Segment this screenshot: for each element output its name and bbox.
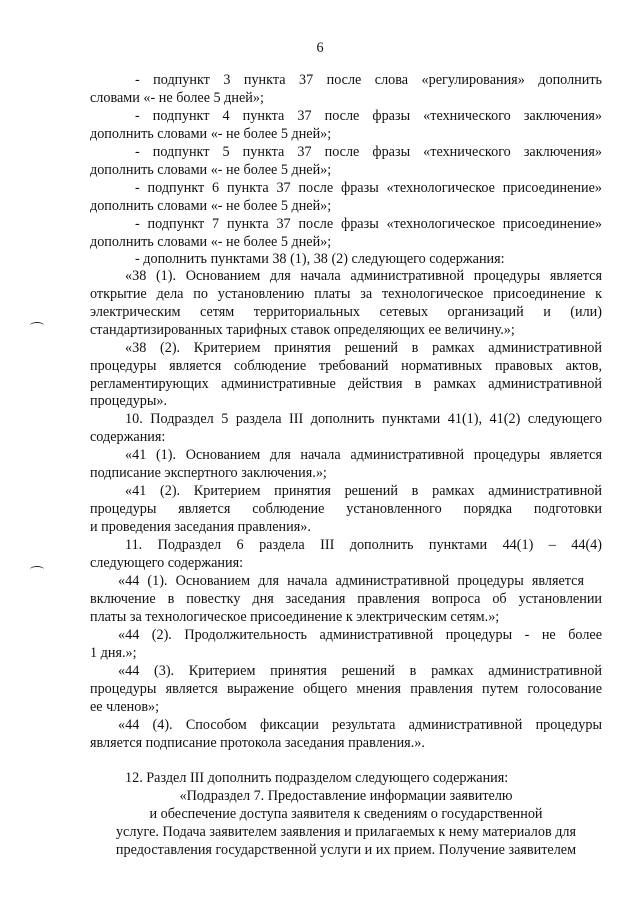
text-line: и обеспечение доступа заявителя к сведениям о государственной: [149, 806, 543, 822]
text-line: предоставления государственной услуги и их прием. Получение заявителем: [115, 842, 577, 858]
text-line: и проведения заседания правления».: [90, 519, 311, 535]
text-line: дополнить словами «- не более 5 дней»;: [90, 234, 332, 250]
hole-punch-mark: [30, 566, 44, 573]
text-line: - дополнить пунктами 38 (1), 38 (2) следующего содержания:: [135, 251, 505, 267]
text-line: стандартизированных тарифных ставок определяющих ее величину.»;: [90, 322, 515, 338]
text-line: является подписание протокола заседания правления.».: [90, 735, 425, 751]
text-line: дополнить словами «- не более 5 дней»;: [90, 126, 332, 142]
text-line: «38 (2). Критерием принятия решений в рамках административной: [125, 340, 602, 356]
text-line: дополнить словами «- не более 5 дней»;: [90, 198, 332, 214]
text-line: «41 (2). Критерием принятия решений в рамках административной: [125, 483, 602, 499]
text-line: 11. Подраздел 6 раздела III дополнить пунктами 44(1) – 44(4): [125, 537, 602, 553]
text-line: «44 (2). Продолжительность административной процедуры - не более: [118, 627, 602, 643]
text-line: «44 (3). Критерием принятия решений в рамках административной: [118, 663, 602, 679]
text-line: процедуры является соблюдение требований нормативных правовых актов,: [90, 358, 602, 374]
text-line: словами «- не более 5 дней»;: [90, 90, 264, 106]
text-line: «41 (1). Основанием для начала административной процедуры является: [125, 447, 602, 463]
text-line: «44 (4). Способом фиксации результата административной процедуры: [118, 717, 602, 733]
text-line: - подпункт 5 пункта 37 после фразы «технического заключения»: [135, 144, 602, 160]
text-line: процедуры является выражение общего мнения правления путем голосование: [90, 681, 602, 697]
text-line: 10. Подраздел 5 раздела III дополнить пунктами 41(1), 41(2) следующего: [125, 411, 602, 427]
text-line: регламентирующих административные действия в рамках административной: [90, 376, 602, 392]
hole-punch-mark: [30, 322, 44, 329]
text-line: 1 дня.»;: [90, 645, 137, 661]
text-line: платы за технологическое присоединение к электрическим сетям.»;: [90, 609, 500, 625]
text-line: - подпункт 3 пункта 37 после слова «регулирования» дополнить: [135, 72, 602, 88]
text-line: «38 (1). Основанием для начала административной процедуры является: [125, 268, 602, 284]
text-line: «44 (1). Основанием для начала административной процедуры является: [118, 573, 584, 589]
text-line: подписание экспертного заключения.»;: [90, 465, 327, 481]
text-line: открытие дела по установлению платы за технологическое присоединение к: [90, 286, 602, 302]
text-line: 12. Раздел III дополнить подразделом следующего содержания:: [125, 770, 509, 786]
text-line: процедуры».: [90, 393, 168, 409]
text-line: - подпункт 4 пункта 37 после фразы «технического заключения»: [135, 108, 602, 124]
text-line: дополнить словами «- не более 5 дней»;: [90, 162, 332, 178]
text-line: - подпункт 6 пункта 37 после фразы «технологическое присоединение»: [135, 180, 602, 196]
page-number: 6: [316, 40, 324, 56]
text-line: процедуры является соблюдение установленного порядка подготовки: [90, 501, 602, 517]
text-line: - подпункт 7 пункта 37 после фразы «технологическое присоединение»: [135, 216, 602, 232]
text-line: «Подраздел 7. Предоставление информации заявителю: [179, 788, 513, 804]
text-line: включение в повестку дня заседания правления вопроса об установлении: [90, 591, 602, 607]
text-line: электрическим сетям территориальных сетевых организаций и (или): [90, 304, 602, 320]
text-line: ее членов»;: [90, 699, 160, 715]
text-line: услуге. Подача заявителем заявления и прилагаемых к нему материалов для: [115, 824, 577, 840]
text-line: содержания:: [90, 429, 166, 445]
text-line: следующего содержания:: [90, 555, 244, 571]
